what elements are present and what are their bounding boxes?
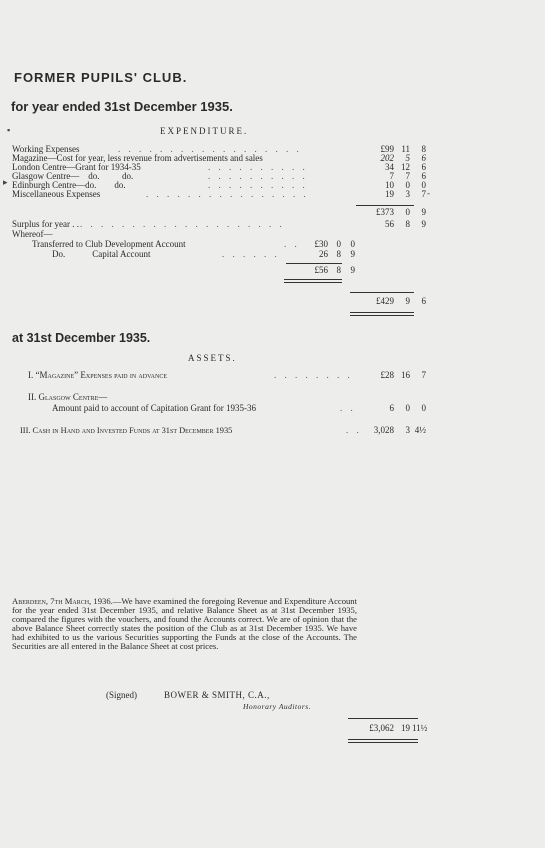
amount-pounds: 56: [385, 219, 394, 229]
amount-pence: 9: [350, 249, 355, 259]
amount-pounds: £99: [380, 144, 394, 154]
amount-shillings: 9: [405, 296, 410, 306]
amount-pence: 9: [421, 219, 426, 229]
leader-dots: . . . . . . . . . .: [208, 180, 308, 190]
amount-pence: 0: [421, 403, 426, 413]
amount-shillings: 5: [405, 153, 410, 163]
amount-pounds: 10: [385, 180, 394, 190]
auditor-role: Honorary Auditors.: [243, 702, 312, 711]
amount-pence: 9: [421, 207, 426, 217]
amount-pence: 9: [350, 265, 355, 275]
leader-dots: . . . . . . . . . .: [208, 171, 308, 181]
amount-pounds: 7: [389, 171, 394, 181]
amount-pence: 0: [350, 239, 355, 249]
amount-pence: 6: [421, 171, 426, 181]
row-label: I. “Magazine” Expenses paid in advance: [28, 370, 167, 380]
amount-pounds: £373: [376, 207, 394, 217]
page-title: FORMER PUPILS' CLUB.: [14, 70, 188, 85]
amount-shillings: 0: [336, 239, 341, 249]
amount-shillings: 3: [405, 425, 410, 435]
row-label: III. Cash in Hand and Invested Funds at 31st December 1935: [20, 426, 233, 435]
audit-text: —We have examined the foregoing Revenue and Expenditure Account for the year ended 31st December 1935, and relative Balance Sheet as at 31st December 1935, compared the figures with the vouchers, and found the Accounts correct. We are of opinion that the above Balance Sheet correctly states the position of the Club as at 31st December 1935. We have had exhibited to us the various Securities supporting the Funds at the close of the Accounts. The Securities are all entered in the Balance Sheet at cost prices.: [12, 596, 357, 651]
row-label: Magazine—Cost for year, less revenue from advertisements and sales: [12, 153, 263, 163]
amount-shillings: 11: [401, 144, 410, 154]
assets-heading: ASSETS.: [188, 353, 237, 363]
amount-pounds: 202: [380, 153, 394, 163]
page-subtitle: for year ended 31st December 1935.: [11, 99, 233, 114]
leader-dots: . .: [284, 239, 300, 249]
amount-shillings: 8: [336, 249, 341, 259]
expenditure-heading: EXPENDITURE.: [160, 126, 249, 136]
amount-shillings: 0: [405, 180, 410, 190]
row-label: Miscellaneous Expenses: [12, 189, 101, 199]
amount-pence: 8: [421, 144, 426, 154]
amount-pounds: 26: [319, 249, 328, 259]
rule: [350, 292, 414, 293]
margin-mark: ▸: [3, 177, 8, 187]
margin-mark: -: [427, 188, 430, 198]
leader-dots: . . . . . . . . . .: [208, 162, 308, 172]
amount-pence: 11½: [412, 723, 428, 733]
row-label: Surplus for year . .: [12, 219, 79, 229]
double-rule: [350, 312, 414, 316]
rule: [286, 263, 342, 264]
amount-pence: 6: [421, 153, 426, 163]
row-label: Working Expenses: [12, 144, 80, 154]
amount-pounds: 34: [385, 162, 394, 172]
row-label: Transferred to Club Development Account: [32, 239, 186, 249]
amount-pounds: £429: [376, 296, 394, 306]
amount-shillings: 12: [401, 162, 410, 172]
row-label: Do. Capital Account: [52, 249, 151, 259]
row-label: Glasgow Centre— do. do.: [12, 171, 134, 181]
row-label: Whereof—: [12, 229, 53, 239]
amount-pence: 7: [421, 370, 426, 380]
rule: [356, 205, 414, 206]
row-label: Amount paid to account of Capitation Grant for 1935-36: [52, 403, 256, 413]
assets-date-heading: at 31st December 1935.: [12, 331, 151, 345]
double-rule: [348, 739, 418, 743]
leader-dots: . .: [340, 403, 356, 413]
amount-shillings: 8: [405, 219, 410, 229]
amount-pounds: £28: [380, 370, 394, 380]
amount-pence: 0: [421, 180, 426, 190]
amount-shillings: 16: [401, 370, 410, 380]
amount-pounds: £56: [314, 265, 328, 275]
leader-dots: . . . . . . . .: [274, 370, 353, 380]
row-label: Edinburgh Centre—do. do.: [12, 180, 126, 190]
row-label: London Centre—Grant for 1934-35: [12, 162, 141, 172]
amount-pounds: 19: [385, 189, 394, 199]
row-label: II. Glasgow Centre—: [28, 392, 108, 402]
leader-dots: . . . . . .: [222, 249, 280, 259]
amount-shillings: 3: [405, 189, 410, 199]
rule: [348, 718, 418, 719]
leader-dots: . .: [346, 425, 362, 435]
margin-mark: ▪: [7, 125, 11, 135]
amount-pence: 6: [421, 162, 426, 172]
amount-shillings: 19: [401, 723, 410, 733]
audit-note: [12, 597, 357, 651]
amount-pounds: £3,062: [369, 723, 394, 733]
double-rule: [284, 279, 342, 283]
signatory: BOWER & SMITH, C.A.,: [164, 690, 270, 700]
amount-shillings: 7: [405, 171, 410, 181]
amount-shillings: 0: [405, 207, 410, 217]
audit-place-date: Aberdeen, 7th March, 1936.: [12, 596, 113, 606]
amount-pence: 4½: [414, 425, 426, 435]
amount-pence: 7: [421, 189, 426, 199]
signed-label: (Signed): [106, 690, 137, 700]
amount-pence: 6: [421, 296, 426, 306]
amount-pounds: 3,028: [373, 425, 394, 435]
amount-shillings: 0: [405, 403, 410, 413]
leader-dots: . . . . . . . . . . . . . . . . . .: [118, 144, 302, 154]
amount-pounds: 6: [389, 403, 394, 413]
amount-pounds: £30: [314, 239, 328, 249]
leader-dots: . . . . . . . . . . . . . . . .: [146, 189, 309, 199]
leader-dots: . . . . . . . . . . . . . . . . . . . .: [80, 219, 285, 229]
amount-shillings: 8: [336, 265, 341, 275]
